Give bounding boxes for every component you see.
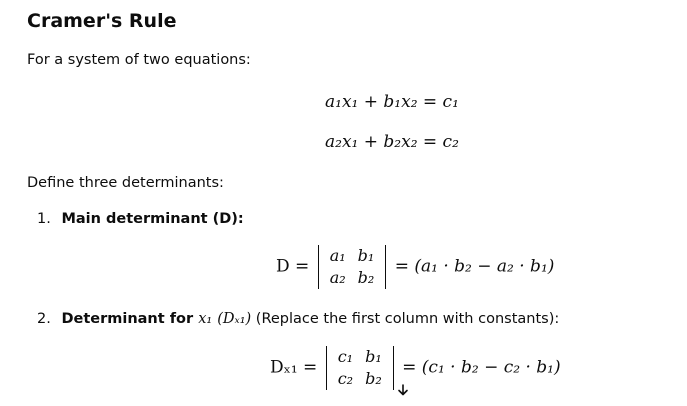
formula-d (276, 245, 554, 289)
formula-lhs: Dₓ₁ = (270, 357, 318, 378)
equation-1: a₁x₁ + b₁x₂ = c₁ (325, 92, 459, 112)
formula-dx1 (270, 346, 561, 390)
list-item-determinant-x1 (37, 311, 559, 327)
matrix-cell: b₁ (365, 347, 382, 366)
define-text: Define three determinants: (27, 175, 224, 191)
matrix-cell: a₂ (329, 268, 346, 287)
list-item-note: (Replace the first column with constants): (251, 311, 560, 327)
list-item-symbol: (Dₓ₁) (217, 311, 252, 327)
matrix-cell: b₂ (365, 369, 382, 388)
list-number: 2. (37, 311, 51, 327)
list-number: 1. (37, 211, 51, 227)
equation-2: a₂x₁ + b₂x₂ = c₂ (325, 132, 459, 152)
matrix-cell: b₁ (357, 246, 375, 265)
list-item-main-determinant (37, 211, 244, 227)
list-item-title: Main determinant (D): (61, 211, 244, 227)
matrix-cell: a₁ (329, 246, 346, 265)
formula-rhs: = (c₁ · b₂ − c₂ · b₁) (402, 357, 561, 378)
formula-rhs: = (a₁ · b₂ − a₂ · b₁) (394, 256, 555, 277)
matrix-cell: b₂ (357, 268, 375, 287)
matrix-cell: c₂ (337, 369, 354, 388)
formula-lhs: D = (276, 256, 310, 277)
arrow-down-icon[interactable] (394, 383, 412, 401)
determinant-matrix (318, 245, 387, 289)
list-item-var: x₁ (198, 311, 213, 327)
matrix-cell: c₁ (337, 347, 354, 366)
section-heading: Cramer's Rule (27, 10, 177, 32)
arrow-down-icon-glyph (396, 383, 410, 397)
determinant-matrix (326, 346, 394, 390)
intro-text: For a system of two equations: (27, 52, 251, 68)
list-item-title-prefix: Determinant for (61, 311, 199, 327)
